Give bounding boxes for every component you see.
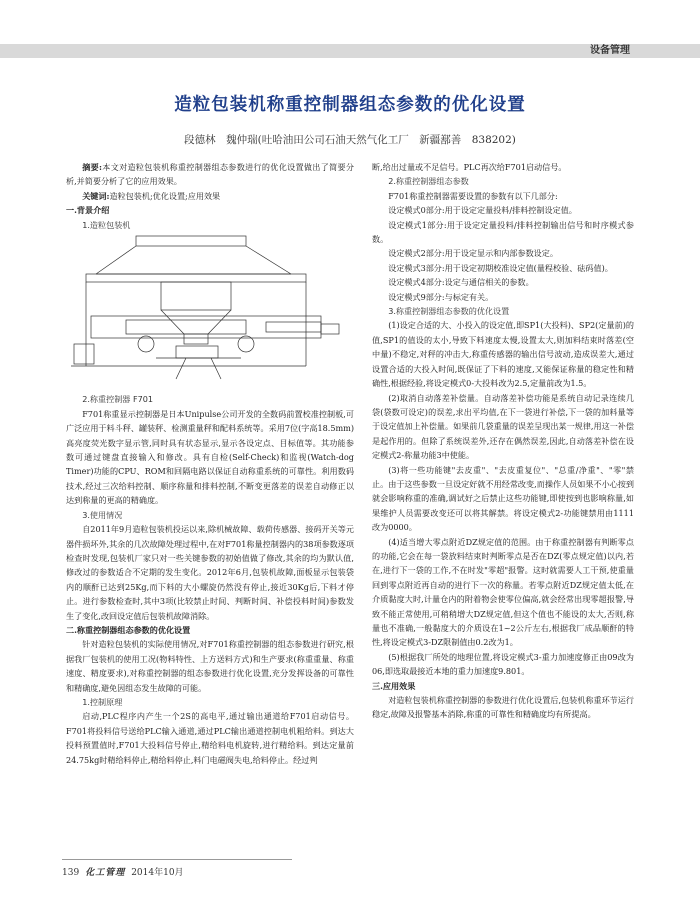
article-title: 造粒包装机称重控制器组态参数的优化设置 — [174, 95, 526, 115]
issue-date: 2014年10月 — [131, 868, 184, 878]
mode-item: 设定模式3部分:用于设定初期校准设定值(量程校验、砝码值)。 — [388, 262, 613, 273]
authors: 段德林 魏仲瑞(吐哈油田公司石油天然气化工厂 新疆鄯善 838202) — [184, 134, 516, 146]
abstract: 摘要:本文对造粒包装机称重控制器组态参数进行的优化设置做出了简要分析,并简要分析了它的应用效果。 — [66, 162, 354, 187]
paragraph-principle: 启动,PLC程序内产生一个2S的高电平,通过输出通道给F701启动信号。F701将投料信号送给PLC输入通道,通过PLC输出通道控制电机粗给料。到达大投料预置值时,F701大投料信号停止,精给料电机旋转,进行精给料。到达定量前24.75kg时精给料停止,精给料停止,料门电磁阀失电,给料停止。经过判 — [66, 711, 354, 765]
packaging-machine-figure — [66, 234, 354, 382]
heading-section-two: 二.称重控制器组态参数的优化设置 — [66, 624, 191, 635]
paragraph-section-two: 针对造粒包装机的实际使用情况,对F701称重控制器的组态参数进行研究,根据我厂包装机的使用工况(物料特性、上方送料方式)和生产要求(称重重量、称重速度、精度要求),对称重控制器的组态参数进行优化设置,充分发挥设备的可靠性和精确度,避免因组态发生故障的可能。 — [66, 639, 354, 693]
keywords: 关键词:造粒包装机;优化设置;应用效果 — [82, 190, 221, 201]
optimization-item: (3)将一些功能键"去皮重"、"去皮重复位"、"总重/净重"、"零"禁止。由于这些参数一旦设定好就不用经常改变,而操作人员如果不小心按到就会影响称重的准确,调试好之后禁止这些功能键,即使按到也影响称量,如果维护人员需要改变还可以将其解禁。将设定模式2-功能键禁用由1111改为0000。 — [372, 464, 634, 533]
left-column — [66, 160, 354, 767]
section-label: 设备管理 — [590, 45, 630, 56]
footer-rule — [62, 859, 292, 860]
optimization-item: (2)取消自动落差补偿量。自动落差补偿功能是系统自动记录连续几袋(袋数可设定)的误差,求出平均值,在下一袋进行补偿,下一袋的加料量等于设定值加上补偿量。如果前几袋重量的误差呈现出某一规律,用这一补偿是起作用的。但除了系统误差外,还存在偶然误差,因此,自动落差补偿在设定模式2-称量功能3中使能。 — [372, 392, 634, 461]
paragraph-f701: F701称重显示控制器是日本Unipulse公司开发的全数码前置校准控制板,可广泛应用于料斗秤、罐装秤、检测重量秤和配料系统等。采用7位(字高18.5mm)高亮度荧光数字显示管,同时具有状态显示,显示各设定点、目标值等。其功能参数可通过键盘直接输入和修改。具有自检(Self-Check)和监视(Watch-dog Timer)功能的CPU、ROM和回隔电路以保证自动称重系统的可靠性。利用数码技术,经过三次给料控制、顺序称量和排料控制,不断变更落差的误差自动修正以达到称量的更高的精确度。 — [66, 408, 354, 506]
heading-params: 2.称重控制器组态参数 — [388, 176, 469, 187]
page-footer — [62, 865, 184, 878]
paragraph-usage: 自2011年9月造粒包装机投运以来,除机械故障、载荷传感器、接码开关等元器件损坏外,其余的几次故障处理过程中,在对F701称量控制器内的38项参数逐项检查时发现,包装机厂家只对一些关键参数的初始值做了修改,其余的均为默认值,修改过的参数适合不定期的发生变化。2012年6月,包装机故障,面板显示包装袋内的顺酐已达到25Kg,而下料的大小螺旋仍然没有停止,接近30Kg后,下料才停止。进行参数检查时,其中3项(比较禁止时间、判断时间、补偿投料时间)参数发生了变化,改回设定值后包装机故障消除。 — [66, 524, 354, 621]
heading-optimization: 3.称重控制器组态参数的优化设置 — [388, 306, 510, 317]
mode-item: 设定模式4部分:设定与通信相关的参数。 — [388, 277, 534, 288]
heading-principle: 1.控制原理 — [82, 696, 123, 707]
heading-f701: 2.称重控制器 F701 — [82, 394, 154, 405]
heading-section-three: 三.应用效果 — [372, 680, 416, 691]
page-number: 139 — [62, 868, 80, 878]
optimization-item: (5)根据我厂所处的地理位置,将设定模式3-重力加速度修正由09改为06,即选取最接近本地的重力加速度9.801。 — [372, 651, 634, 677]
mode-item: 设定模式9部分:与标定有关。 — [388, 291, 494, 302]
optimization-item: (4)适当增大零点附近DZ规定值的范围。由于称重控制器有判断零点的功能,它会在每一袋放料结束时判断零点是否在DZ(零点规定值)以内,若在,进行下一袋的工作,不在时发"零超"报警。这时就需要人工干预,使重量回到零点附近再自动的进行下一次的称量。若零点附近DZ规定值太低,在介质黏度大时,计量仓内的附着物会使零位偏高,就会经常出现零超报警,导致不能正常使用,可稍稍增大DZ规定值,但这个值也不能设的太大,否则,称量也不准确,一般黏度大的介质设在1~2公斤左右,根据我厂成品顺酐的特性,将设定模式3-DZ限制值由0.2改为1。 — [372, 536, 634, 648]
right-column — [372, 160, 634, 722]
mode-item: 设定模式1部分:用于设定定量投料/排料控制输出信号和时序模式参数。 — [372, 219, 634, 245]
journal-name: 化工管理 — [85, 868, 126, 878]
paragraph-continued: 断,给出过量或不足信号。PLC再次给F701启动信号。 — [372, 162, 567, 172]
heading-usage: 3.使用情况 — [82, 509, 123, 520]
heading-background: 一.背景介绍 — [66, 205, 110, 216]
paragraph-params: F701称重控制器需要设置的参数有以下几部分: — [388, 190, 558, 201]
optimization-item: (1)设定合适的大、小投入的设定值,即SP1(大投料)、SP2(定量前)的值,SP1的值设的太小,导致下料速度太慢,设置太大,则加料结束时落差(空中量)不稳定,对秤的冲击大,称重传感器的输出信号波动,造成误差大,通过设置合适的大投入时间,既保证了下料的速度,又能保证称量的稳定性和精确性,根据经验,将设定模式0-大投料改为2.5,定量前改为1.5。 — [372, 320, 634, 389]
heading-machine: 1.造粒包装机 — [82, 219, 131, 230]
paragraph-section-three: 对造粒包装机称重控制器的参数进行优化设置后,包装机称重环节运行稳定,故障及报警基本消除,称重的可靠性和精确度均有所提高。 — [372, 695, 634, 720]
mode-item: 设定模式0部分:用于设定定量投料/排料控制设定值。 — [388, 205, 577, 216]
mode-item: 设定模式2部分:用于设定显示和内部参数设定。 — [388, 248, 558, 259]
